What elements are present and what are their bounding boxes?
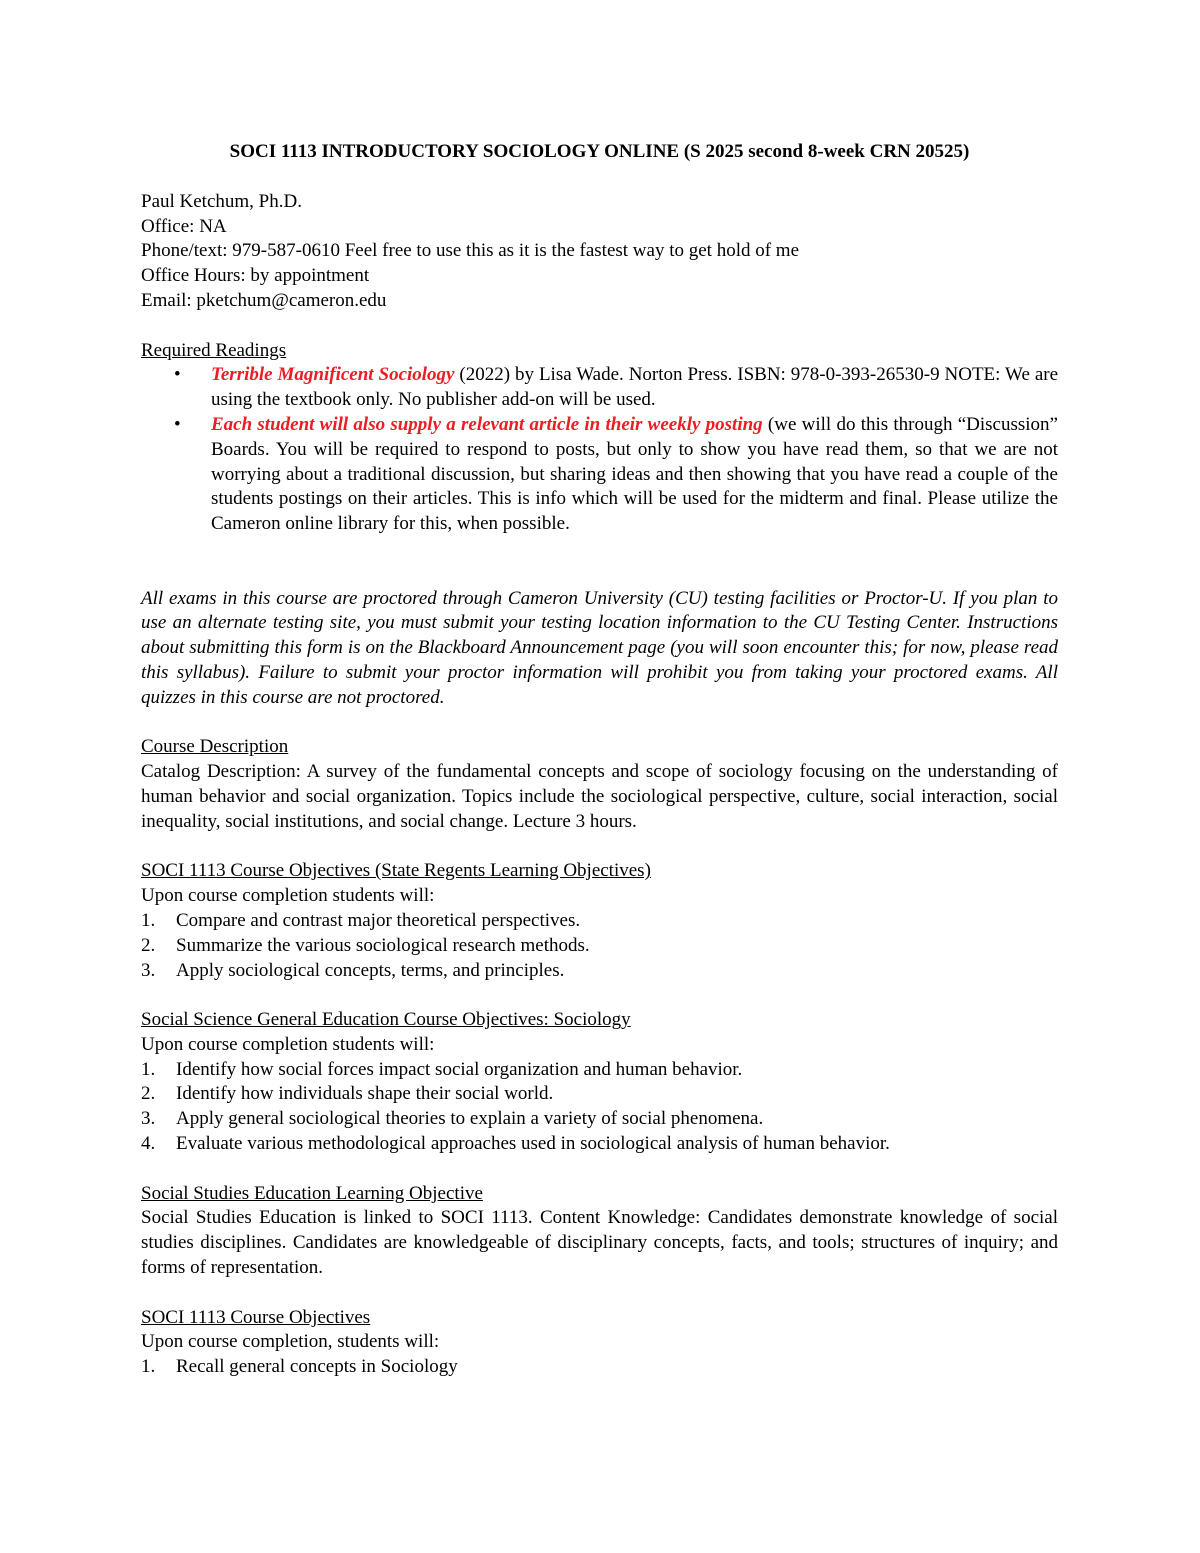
gen-ed-objectives-intro: Upon course completion students will: xyxy=(141,1033,435,1055)
list-text: Evaluate various methodological approaches used in sociological analysis of human behavior. xyxy=(176,1133,890,1155)
state-objectives-intro: Upon course completion students will: xyxy=(141,885,435,907)
spacer xyxy=(141,983,1058,1008)
readings-list xyxy=(141,363,1058,537)
spacer xyxy=(141,314,1058,339)
course-description-section xyxy=(141,735,1058,834)
exam-notice: All exams in this course are proctored through Cameron University (CU) testing facilities or Proctor-U. If you plan to use an alternate testing site, you must submit your testing location information to the CU Testing Center. Instructions about submitting this form is on the Blackboard Announcement page (you will soon encounter this; for now, please read this syllabus). Failure to submit your proctor information will prohibit you from taking your proctored exams. All quizzes in this course are not proctored. xyxy=(141,587,1058,708)
state-objectives-section xyxy=(141,859,1058,983)
gen-ed-objectives-section xyxy=(141,1008,1058,1157)
textbook-title: Terrible Magnificent Sociology xyxy=(211,364,455,386)
list-number: 1. xyxy=(141,909,156,931)
state-objectives-list xyxy=(141,909,1058,983)
list-item xyxy=(141,363,1058,413)
list-item xyxy=(141,909,1058,934)
article-details: (we will do this through “Discussion” Boards. You will be required to respond to posts, but only to show you have read them, so that we are not worrying about a traditional discussion, but sharing ideas and then showing that you have read a couple of the students postings on their articles. This is info which will be used for the midterm and final. Please utilize the Cameron online library for this, when possible. xyxy=(211,413,1058,535)
spacer xyxy=(141,711,1058,736)
office-hours-line: Office Hours: by appointment xyxy=(141,265,370,287)
course-objectives-section xyxy=(141,1306,1058,1380)
list-item xyxy=(141,1132,1058,1157)
list-item xyxy=(141,1082,1058,1107)
course-description-heading: Course Description xyxy=(141,736,289,758)
list-number: 2. xyxy=(141,934,156,956)
office-line: Office: NA xyxy=(141,215,227,237)
syllabus-page xyxy=(141,140,1058,1380)
phone-line: Phone/text: 979-587-0610 Feel free to use this as it is the fastest way to get hold of me xyxy=(141,240,800,262)
list-text: Identify how social forces impact social organization and human behavior. xyxy=(176,1058,743,1080)
list-number: 4. xyxy=(141,1133,156,1155)
list-number: 2. xyxy=(141,1083,156,1105)
email-line: Email: pketchum@cameron.edu xyxy=(141,289,387,311)
required-readings-section xyxy=(141,339,1058,537)
spacer xyxy=(141,537,1058,587)
course-objectives-list xyxy=(141,1355,1058,1380)
list-number: 3. xyxy=(141,959,156,981)
ss-education-text: Social Studies Education is linked to SOCI 1113. Content Knowledge: Candidates demonstrate knowledge of social studies disciplines. Candidates are knowledgeable of disciplinary concepts, facts, and tools; structures of inquiry; and forms of representation. xyxy=(141,1207,1058,1279)
spacer xyxy=(141,835,1058,860)
bullet-icon: • xyxy=(174,364,181,386)
ss-education-section xyxy=(141,1182,1058,1281)
gen-ed-objectives-heading: Social Science General Education Course Objectives: Sociology xyxy=(141,1009,631,1031)
list-text: Compare and contrast major theoretical perspectives. xyxy=(176,909,581,931)
gen-ed-objectives-list xyxy=(141,1058,1058,1157)
article-requirement: Each student will also supply a relevant article in their weekly posting xyxy=(211,413,763,435)
list-text: Identify how individuals shape their social world. xyxy=(176,1083,554,1105)
list-item xyxy=(141,1355,1058,1380)
list-item xyxy=(141,1058,1058,1083)
course-objectives-heading: SOCI 1113 Course Objectives xyxy=(141,1306,371,1328)
ss-education-heading: Social Studies Education Learning Objective xyxy=(141,1182,483,1204)
bullet-icon: • xyxy=(174,413,181,435)
list-item xyxy=(141,413,1058,537)
list-text: Apply general sociological theories to explain a variety of social phenomena. xyxy=(176,1108,764,1130)
course-description-text: Catalog Description: A survey of the fundamental concepts and scope of sociology focusing on the understanding of human behavior and social organization. Topics include the sociological perspective, culture, social interaction, social inequality, social institutions, and social change. Lecture 3 hours. xyxy=(141,761,1058,832)
list-item xyxy=(141,934,1058,959)
instructor-name: Paul Ketchum, Ph.D. xyxy=(141,190,302,212)
list-item xyxy=(141,1107,1058,1132)
list-text: Summarize the various sociological research methods. xyxy=(176,934,590,956)
spacer xyxy=(141,1281,1058,1306)
state-objectives-heading: SOCI 1113 Course Objectives (State Regents Learning Objectives) xyxy=(141,860,651,882)
required-readings-heading: Required Readings xyxy=(141,339,287,361)
document-title: SOCI 1113 INTRODUCTORY SOCIOLOGY ONLINE (S 2025 second 8-week CRN 20525) xyxy=(229,141,970,162)
course-objectives-intro: Upon course completion, students will: xyxy=(141,1331,440,1353)
spacer xyxy=(141,1157,1058,1182)
list-number: 1. xyxy=(141,1058,156,1080)
textbook-details: (2022) by Lisa Wade. Norton Press. ISBN: 978-0-393-26530-9 NOTE: We are using the textbook only. No publisher add-on will be used. xyxy=(211,364,1059,411)
list-number: 3. xyxy=(141,1108,156,1130)
list-item xyxy=(141,959,1058,984)
contact-block xyxy=(141,190,1058,314)
list-number: 1. xyxy=(141,1356,156,1378)
list-text: Recall general concepts in Sociology xyxy=(176,1356,458,1378)
list-text: Apply sociological concepts, terms, and principles. xyxy=(176,959,565,981)
